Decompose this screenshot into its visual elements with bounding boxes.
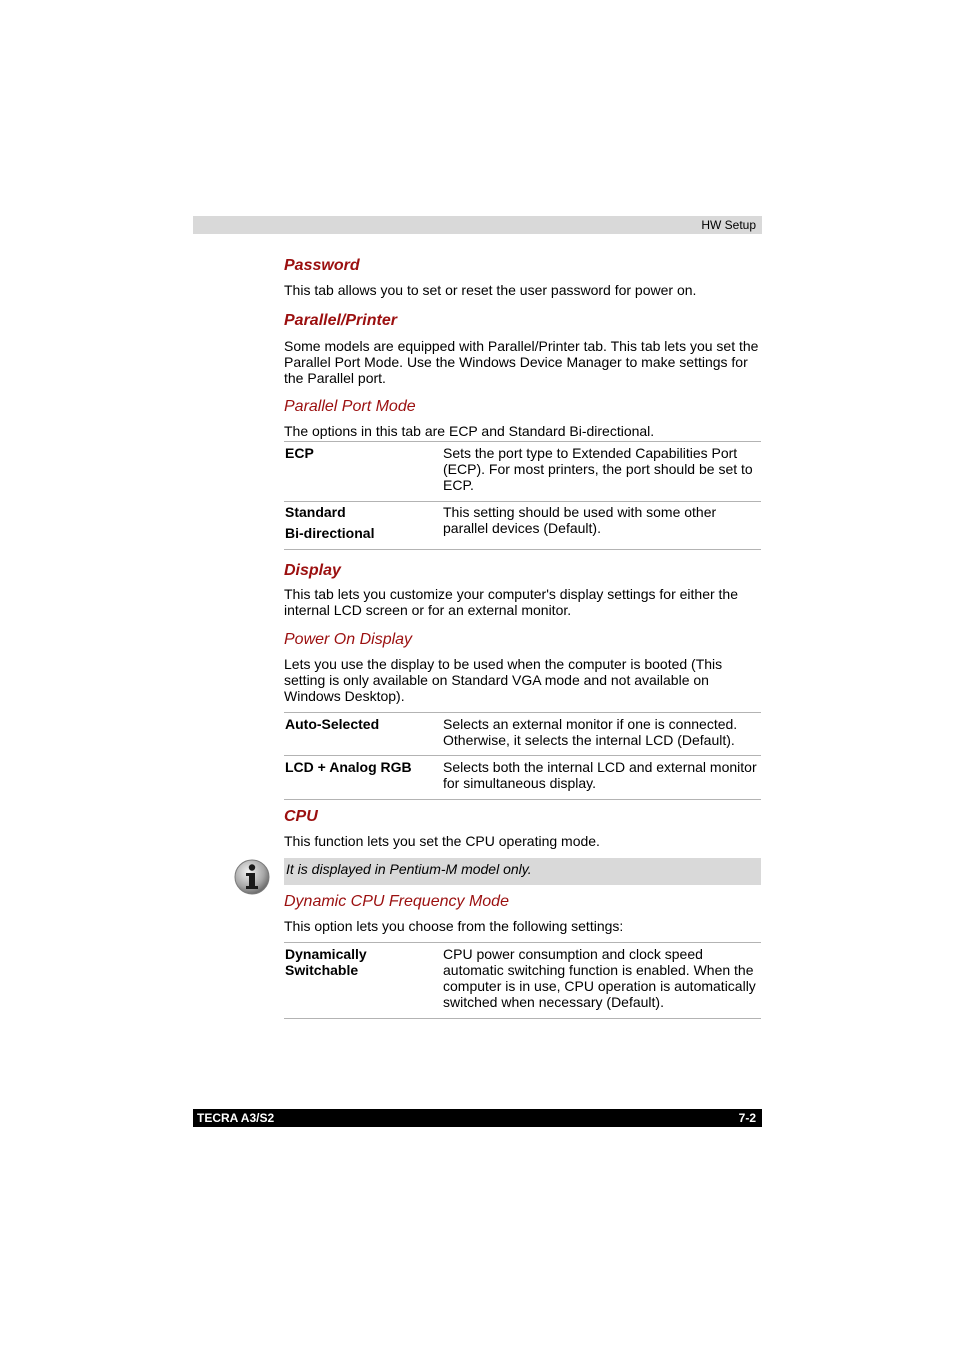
option-term-standard: Standard [285,504,346,520]
table-rule [284,712,761,713]
footer-model: TECRA A3/S2 [197,1111,275,1125]
info-icon [233,858,271,896]
table-rule [284,1018,761,1019]
table-rule [284,799,761,800]
option-desc-lcd-analog-rgb: Selects both the internal LCD and external monitor for simultaneous display. [443,759,757,791]
cpu-heading: CPU [284,808,318,825]
header-section-title: HW Setup [701,218,756,232]
password-body: This tab allows you to set or reset the user password for power on. [284,282,697,298]
parallel-body: Some models are equipped with Parallel/Printer tab. This tab lets you set the Parallel Port Mode. Use the Windows Device Manager to make settings for the Parallel port. [284,338,759,386]
dynamic-cpu-body: This option lets you choose from the following settings: [284,918,624,934]
option-term-bidirectional: Bi-directional [285,525,375,541]
dynamic-cpu-heading: Dynamic CPU Frequency Mode [284,893,509,910]
table-rule [284,441,761,442]
option-desc-ecp: Sets the port type to Extended Capabilities Port (ECP). For most printers, the port should be set to ECP. [443,445,753,493]
parallel-port-mode-body: The options in this tab are ECP and Standard Bi-directional. [284,423,655,439]
option-term-ecp: ECP [285,445,314,461]
table-rule [284,549,761,550]
option-term-lcd-analog-rgb: LCD + Analog RGB [285,759,412,775]
table-rule [284,501,761,502]
option-desc-auto-selected: Selects an external monitor if one is connected. Otherwise, it selects the internal LCD (Default). [443,716,738,748]
power-on-display-heading: Power On Display [284,631,413,648]
page-footer-bar [193,1109,762,1127]
table-rule [284,755,761,756]
option-term-dynamically-switchable: Dynamically Switchable [285,946,367,978]
table-rule [284,942,761,943]
option-desc-dynamically-switchable: CPU power consumption and clock speed automatic switching function is enabled. When the computer is in use, CPU operation is automatically switched when necessary (Default). [443,946,756,1010]
cpu-body: This function lets you set the CPU operating mode. [284,833,600,849]
parallel-heading: Parallel/Printer [284,312,397,329]
display-heading: Display [284,562,341,579]
option-term-auto-selected: Auto-Selected [285,716,380,732]
parallel-port-mode-heading: Parallel Port Mode [284,398,416,415]
footer-page-number: 7-2 [738,1111,756,1125]
note-text: It is displayed in Pentium-M model only. [286,861,532,877]
password-heading: Password [284,257,360,274]
option-desc-standard: This setting should be used with some other parallel devices (Default). [443,504,717,536]
page-header-bar [193,216,762,234]
note-box [284,858,761,885]
power-on-display-body: Lets you use the display to be used when the computer is booted (This setting is only available on Standard VGA mode and not available on Windows Desktop). [284,656,723,704]
display-body: This tab lets you customize your computer's display settings for either the internal LCD screen or for an external monitor. [284,586,738,618]
